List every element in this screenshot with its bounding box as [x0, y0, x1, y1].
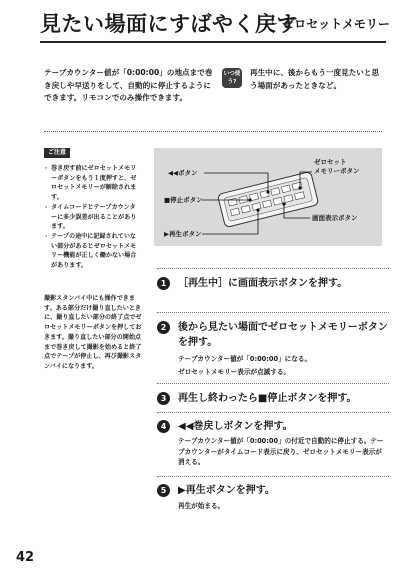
zeroset-memory-label-line2: メモリーボタン: [314, 167, 360, 175]
caution-badge: ご注意: [44, 148, 70, 158]
step-note: テープカウンター値が「0:00:00」の付近で自動的に停止する。テープカウンターがタイムコード表示に戻り、ゼロセットメモリー表示が消える。: [178, 437, 384, 466]
stop-button-label: ■停止ボタン: [164, 196, 203, 204]
rewind-button-label: ◀◀ボタン: [168, 169, 198, 177]
caution-item: · タイムコードとテープカウンターに多少誤差が出ることがあります。: [44, 203, 140, 232]
page-number: 42: [16, 550, 35, 565]
page-title: 見たい場面にすばやく戻す: [40, 12, 298, 36]
step-title: ◀◀巻戻しボタンを押す。: [178, 421, 293, 432]
intro-description: テープカウンター値が「0:00:00」の地点まで巻き戻しや早送りをして、自動的に停止するようにできます。リモコンでのみ操作できます。: [44, 68, 213, 103]
standby-note: 撮影スタンバイ中にも操作できます。ある部分だけ撮り直したいときに、撮り直したい部分の終了点でゼロセットメモリーボタンを押しておきます。撮り直したい部分の開始点まで巻き戻して撮影を始めると終了点でテープが停止し、再び撮影スタンバイになります。: [44, 295, 142, 370]
step-3: [157, 392, 389, 410]
caution-item: · 巻き戻す前にゼロセットメモリーボタンをもう１度押すと、ゼロセットメモリーが解除されます。: [44, 164, 140, 203]
when-to-use-icon: いつ使う?: [222, 68, 242, 88]
step-title: 再生し終わったら■停止ボタンを押す。: [178, 393, 357, 404]
step-title: 後から見たい場面でゼロセットメモリーボタンを押す。: [178, 322, 388, 348]
step-2: [157, 321, 389, 381]
caution-item: · テープの途中に記録されていない部分があるとゼロセットメモリー機能が正しく働かない場合があります。: [44, 232, 140, 271]
display-button-label: 画面表示ボタン: [312, 214, 358, 222]
step-5: [157, 484, 389, 514]
step-divider: [157, 476, 389, 477]
step-4: [157, 420, 389, 474]
zeroset-memory-label-line1: ゼロセット: [314, 158, 347, 166]
step-number: 5: [157, 484, 170, 497]
step-divider: [157, 412, 389, 413]
intro-usage-example: 再生中に、後からもう一度見たいと思う場面があったときなど。: [250, 68, 380, 90]
step-note: ゼロセットメモリー表示が点滅する。: [178, 368, 291, 376]
step-title: ［再生中］に画面表示ボタンを押す。: [178, 278, 348, 289]
title-underline: [40, 41, 386, 43]
step-divider: [157, 268, 389, 269]
step-number: 1: [157, 277, 170, 290]
step-1: [157, 277, 389, 311]
step-divider: [157, 312, 389, 313]
remote-control-diagram: [154, 148, 382, 246]
step-title: ▶再生ボタンを押す。: [178, 485, 275, 496]
page-subtitle: － ゼロセットメモリー: [266, 17, 391, 31]
step-note: 再生が始まる。: [178, 502, 225, 510]
section-divider: [44, 131, 382, 132]
caution-list: [44, 164, 140, 271]
step-note: テープカウンター値が「0:00:00」になる。: [178, 355, 312, 363]
play-button-label: ▶再生ボタン: [164, 230, 202, 238]
step-number: 2: [157, 321, 170, 334]
step-divider: [157, 383, 389, 384]
step-number: 3: [157, 392, 170, 405]
step-number: 4: [157, 420, 170, 433]
